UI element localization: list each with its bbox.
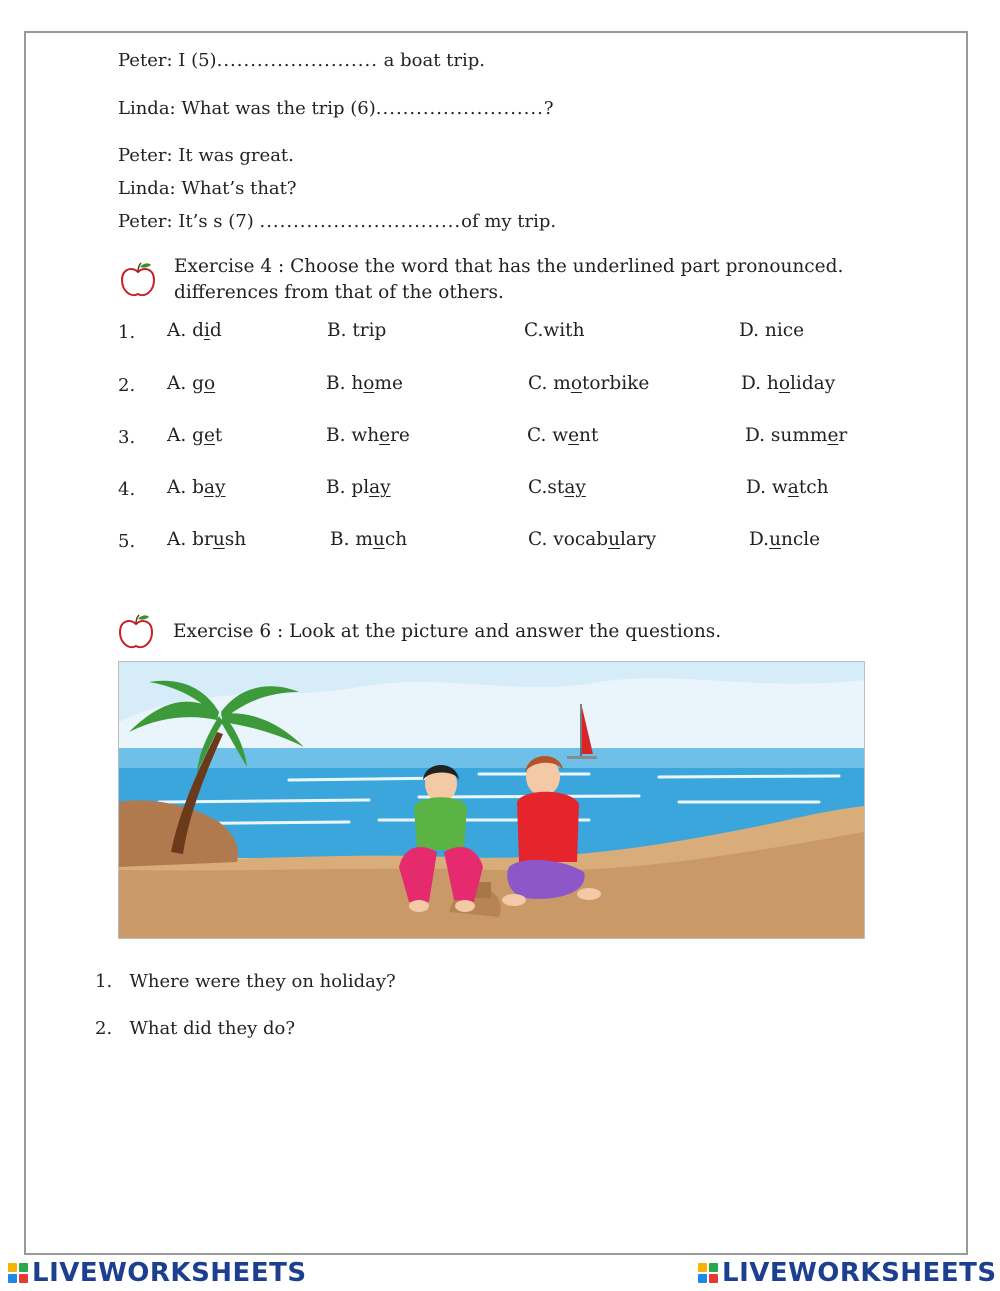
option-5b[interactable]: B. much [330,529,408,550]
option-4c[interactable]: C.stay [528,477,586,498]
option-4a[interactable]: A. bay [167,477,226,498]
answer-blank-5[interactable]: ........................ [216,50,378,71]
dialogue-line-6: Linda: What was the trip (6).........................? [118,98,554,119]
dialogue-line-great: Peter: It was great. [118,145,294,166]
logo-blocks-icon [8,1263,28,1283]
option-1c[interactable]: C.with [524,320,585,341]
option-3d[interactable]: D. summer [745,425,848,446]
option-1a[interactable]: A. did [167,320,222,341]
option-4b[interactable]: B. play [326,477,391,498]
option-4d[interactable]: D. watch [746,477,829,498]
option-5d[interactable]: D.uncle [749,529,821,550]
option-3a[interactable]: A. get [167,425,223,446]
option-5a[interactable]: A. brush [167,529,247,550]
row-number: 1. [118,322,136,343]
liveworksheets-logo-left[interactable]: LIVEWORKSHEETS [8,1258,307,1288]
option-3b[interactable]: B. where [326,425,410,446]
answer-blank-7[interactable]: .............................. [259,211,462,232]
row-number: 2. [118,375,136,396]
dialogue-line-what: Linda: What’s that? [118,178,297,199]
option-2a[interactable]: A. go [167,373,216,394]
beach-picture [118,661,865,939]
option-2c[interactable]: C. motorbike [528,373,650,394]
option-2d[interactable]: D. holiday [741,373,836,394]
dialogue-line-5: Peter: I (5)........................ a boat trip. [118,50,485,71]
option-2b[interactable]: B. home [326,373,403,394]
exercise-4-title: Exercise 4 : Choose the word that has the underlined part pronounced. differences from that of the others. [174,256,844,303]
option-3c[interactable]: C. went [527,425,599,446]
answer-blank-6[interactable]: ......................... [375,98,544,119]
exercise-6-title: Exercise 6 : Look at the picture and answer the questions. [173,621,722,642]
row-number: 3. [118,427,136,448]
liveworksheets-logo-right[interactable]: LIVEWORKSHEETS [698,1258,997,1288]
question-2: 2. What did they do? [95,1018,296,1039]
option-5c[interactable]: C. vocabulary [528,529,657,550]
apple-icon [116,612,156,652]
option-1d[interactable]: D. nice [739,320,805,341]
option-1b[interactable]: B. trip [327,320,387,341]
row-number: 4. [118,479,136,500]
logo-blocks-icon [698,1263,718,1283]
question-1: 1. Where were they on holiday? [95,971,396,992]
beach-scene-illustration [119,662,864,938]
dialogue-line-7: Peter: It’s s (7) ..............................of my trip. [118,211,557,232]
apple-icon [118,260,158,300]
row-number: 5. [118,531,136,552]
